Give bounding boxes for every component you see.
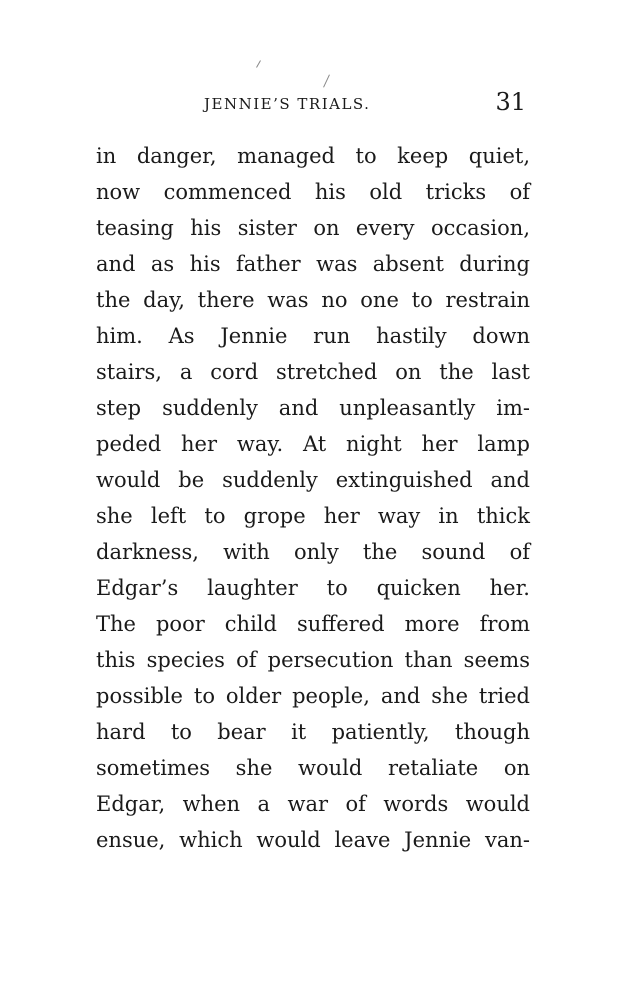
text-line: stairs, a cord stretched on the last: [96, 360, 530, 384]
text-line: darkness, with only the sound of: [96, 540, 530, 564]
text-line: the day, there was no one to restrain: [96, 288, 530, 312]
text-line: hard to bear it patiently, though: [96, 720, 530, 744]
text-line: step suddenly and unpleasantly im-: [96, 396, 530, 420]
text-line: and as his father was absent during: [96, 252, 530, 276]
text-line: teasing his sister on every occasion,: [96, 216, 530, 240]
body-text: [96, 138, 530, 858]
text-line: ensue, which would leave Jennie van-: [96, 828, 530, 852]
text-line: Edgar, when a war of words would: [96, 792, 530, 816]
text-line: him. As Jennie run hastily down: [96, 324, 530, 348]
stray-mark: [323, 74, 330, 87]
stray-mark: [256, 60, 261, 67]
text-line: she left to grope her way in thick: [96, 504, 530, 528]
running-title: JENNIE’S TRIALS.: [204, 95, 371, 113]
text-line: this species of persecution than seems: [96, 648, 530, 672]
text-line: The poor child suffered more from: [96, 612, 530, 636]
text-line: possible to older people, and she tried: [96, 684, 530, 708]
text-line: peded her way. At night her lamp: [96, 432, 530, 456]
page-header: [96, 88, 530, 122]
text-line: in danger, managed to keep quiet,: [96, 144, 530, 168]
text-line: now commenced his old tricks of: [96, 180, 530, 204]
text-line: sometimes she would retaliate on: [96, 756, 530, 780]
text-line: would be suddenly extinguished and: [96, 468, 530, 492]
text-line: Edgar’s laughter to quicken her.: [96, 576, 530, 600]
page-number: 31: [495, 88, 526, 116]
